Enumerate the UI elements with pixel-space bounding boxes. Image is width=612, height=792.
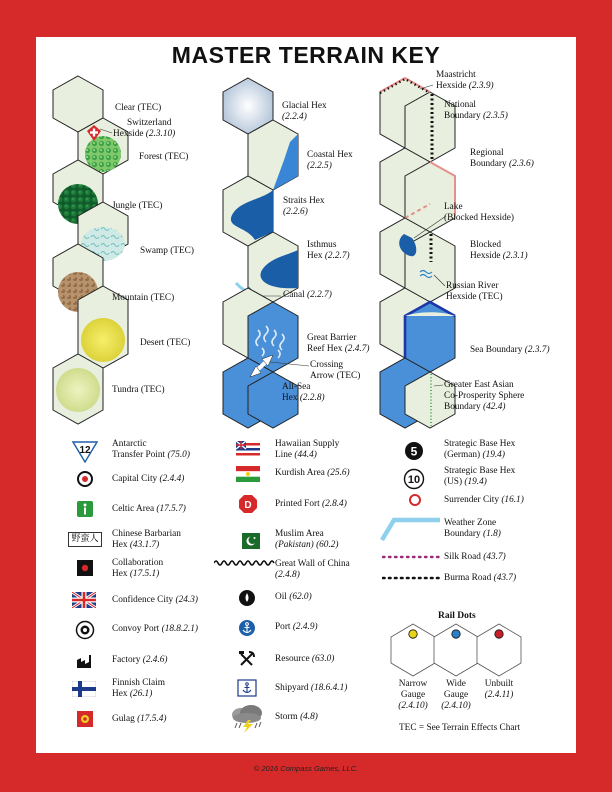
great-wall-icon bbox=[214, 558, 276, 568]
chinese-barbarian-line2: Hex (43.1.7) bbox=[112, 540, 160, 550]
factory-label: Factory (2.4.6) bbox=[112, 655, 168, 665]
narrow-gauge-ref: (2.4.10) bbox=[398, 701, 428, 711]
coastal-ref: (2.2.5) bbox=[307, 161, 332, 171]
tec-note: TEC = See Terrain Effects Chart bbox=[399, 723, 521, 733]
unbuilt-dot-icon bbox=[493, 628, 505, 640]
straits-label: Straits Hex bbox=[283, 196, 325, 206]
antarctic-label: Antarctic bbox=[112, 439, 147, 449]
reef-line2: Reef Hex (2.4.7) bbox=[307, 344, 370, 354]
celtic-area-label: Celtic Area (17.5.7) bbox=[112, 504, 186, 514]
rail-dots-title: Rail Dots bbox=[438, 611, 476, 621]
blocked-line2: Hexside (2.3.1) bbox=[470, 251, 528, 261]
convoy-port-label: Convoy Port (18.8.2.1) bbox=[112, 624, 199, 634]
isthmus-line2: Hex (2.2.7) bbox=[307, 251, 350, 261]
svg-text:D: D bbox=[244, 500, 252, 511]
wide-gauge-ref: (2.4.10) bbox=[441, 701, 471, 711]
anchor-icon bbox=[238, 619, 256, 637]
collaboration-line2: Hex (17.5.1) bbox=[112, 569, 160, 579]
printed-fort-label: Printed Fort (2.8.4) bbox=[275, 499, 347, 509]
reef-label: Great Barrier bbox=[307, 333, 357, 343]
weather-zone-label: Weather Zone bbox=[444, 518, 497, 528]
page-title: MASTER TERRAIN KEY bbox=[171, 42, 441, 68]
gulag-icon bbox=[76, 710, 98, 728]
chinese-barbarian-label: Chinese Barbarian bbox=[112, 529, 181, 539]
collaboration-label: Collaboration bbox=[112, 558, 164, 568]
strategic-base-german-line2: (German) (19.4) bbox=[444, 450, 505, 460]
pakistan-flag-icon bbox=[236, 533, 260, 549]
regional-line2: Boundary (2.3.6) bbox=[470, 159, 534, 169]
strategic-base-german-label: Strategic Base Hex bbox=[444, 439, 516, 449]
oil-icon bbox=[238, 589, 256, 607]
greater-east-asian-line2: Co-Prosperity Sphere bbox=[444, 391, 525, 401]
maastricht-line2: Hexside (2.3.9) bbox=[436, 81, 494, 91]
port-label: Port (2.4.9) bbox=[275, 622, 318, 632]
russian-river-label: Russian River bbox=[446, 281, 499, 291]
mountain-label: Mountain (TEC) bbox=[112, 293, 175, 303]
straits-ref: (2.2.6) bbox=[283, 207, 308, 217]
burma-road-icon bbox=[382, 574, 440, 582]
tundra-label: Tundra (TEC) bbox=[112, 385, 165, 395]
union-jack-icon bbox=[72, 592, 96, 608]
regional-label: Regional bbox=[470, 148, 504, 158]
chinese-barbarian-icon: 野蛮人 bbox=[68, 532, 102, 547]
clear-label: Clear (TEC) bbox=[115, 103, 162, 113]
finnish-claim-label: Finnish Claim bbox=[112, 678, 165, 688]
confidence-city-label: Confidence City (24.3) bbox=[112, 595, 198, 605]
switzerland-label-line2: Hexside (2.3.10) bbox=[113, 129, 176, 139]
lake-line2: (Blocked Hexside) bbox=[444, 213, 514, 223]
maastricht-label: Maastricht bbox=[436, 70, 476, 80]
weather-zone-line2: Boundary (1.8) bbox=[444, 529, 501, 539]
hawaiian-supply-line2: Line (44.4) bbox=[275, 450, 317, 460]
shipyard-icon bbox=[237, 679, 257, 697]
narrow-gauge-dot-icon bbox=[407, 628, 419, 640]
forest-label: Forest (TEC) bbox=[139, 152, 189, 162]
finnish-flag-icon bbox=[72, 681, 96, 697]
antarctic-line2: Transfer Point (75.0) bbox=[112, 450, 190, 460]
unbuilt-ref: (2.4.11) bbox=[484, 690, 514, 700]
hawaiian-supply-label: Hawaiian Supply bbox=[275, 439, 340, 449]
blocked-label: Blocked bbox=[470, 240, 501, 250]
factory-icon bbox=[76, 652, 98, 670]
jungle-label: Jungle (TEC) bbox=[112, 201, 163, 211]
collaboration-icon bbox=[76, 559, 98, 577]
crossing-arrow-label: Crossing bbox=[310, 360, 344, 370]
national-line2: Boundary (2.3.5) bbox=[444, 111, 508, 121]
antarctic-12-triangle-icon bbox=[72, 441, 98, 463]
great-wall-label: Great Wall of China bbox=[275, 559, 350, 569]
capital-city-icon bbox=[76, 470, 98, 488]
silk-road-icon bbox=[382, 553, 440, 561]
muslim-area-label: Muslim Area bbox=[275, 529, 324, 539]
narrow-gauge-label: Narrow bbox=[398, 679, 428, 689]
all-sea-line2: Hex (2.2.8) bbox=[282, 393, 325, 403]
storm-label: Storm (4.8) bbox=[275, 712, 318, 722]
wide-gauge-label: Wide bbox=[446, 679, 466, 689]
oil-label: Oil (62.0) bbox=[275, 592, 312, 602]
svg-text:12: 12 bbox=[79, 445, 91, 456]
wide-gauge-line2: Gauge bbox=[443, 690, 469, 700]
hawaiian-flag-icon bbox=[236, 441, 260, 457]
narrow-gauge-line2: Gauge bbox=[400, 690, 426, 700]
svg-text:5: 5 bbox=[410, 444, 418, 459]
svg-text:10: 10 bbox=[407, 474, 421, 486]
sea-boundary-label: Sea Boundary (2.3.7) bbox=[470, 345, 550, 355]
surrender-city-icon bbox=[408, 493, 422, 507]
strategic-base-us-label: Strategic Base Hex bbox=[444, 466, 516, 476]
shipyard-label: Shipyard (18.6.4.1) bbox=[275, 683, 348, 693]
all-sea-label: All-Sea bbox=[282, 382, 311, 392]
switzerland-label: Switzerland bbox=[127, 118, 172, 128]
resource-label: Resource (63.0) bbox=[275, 654, 335, 664]
isthmus-label: Isthmus bbox=[307, 240, 337, 250]
resource-icon bbox=[238, 650, 256, 668]
strategic-base-german-icon bbox=[404, 441, 424, 461]
silk-road-label: Silk Road (43.7) bbox=[444, 552, 506, 562]
weather-zone-icon bbox=[380, 512, 442, 542]
gulag-label: Gulag (17.5.4) bbox=[112, 714, 167, 724]
greater-east-asian-label: Greater East Asian bbox=[444, 380, 514, 390]
unbuilt-label: Unbuilt bbox=[484, 679, 514, 689]
celtic-area-icon bbox=[76, 500, 98, 518]
crossing-arrow-line2: Arrow (TEC) bbox=[310, 371, 361, 381]
canal-label: Canal (2.2.7) bbox=[283, 290, 332, 300]
great-wall-ref: (2.4.8) bbox=[275, 570, 300, 580]
strategic-base-us-line2: (US) (19.4) bbox=[444, 477, 487, 487]
desert-label: Desert (TEC) bbox=[140, 338, 191, 348]
kurdish-area-label: Kurdish Area (25.6) bbox=[275, 468, 350, 478]
copyright: © 2016 Compass Games, LLC. bbox=[253, 764, 359, 773]
strategic-base-us-icon bbox=[403, 468, 425, 490]
capital-city-label: Capital City (2.4.4) bbox=[112, 474, 185, 484]
convoy-port-icon bbox=[75, 620, 95, 640]
wide-gauge-dot-icon bbox=[450, 628, 462, 640]
printed-fort-icon bbox=[238, 494, 258, 514]
burma-road-label: Burma Road (43.7) bbox=[444, 573, 517, 583]
greater-east-asian-line3: Boundary (42.4) bbox=[444, 402, 506, 412]
lake-label: Lake bbox=[444, 202, 463, 212]
muslim-area-line2: (Pakistan) (60.2) bbox=[275, 540, 339, 550]
russian-river-line2: Hexside (TEC) bbox=[446, 292, 503, 302]
kurdish-flag-icon bbox=[236, 466, 260, 482]
glacial-label: Glacial Hex bbox=[282, 101, 327, 111]
finnish-claim-line2: Hex (26.1) bbox=[112, 689, 153, 699]
storm-icon bbox=[229, 703, 267, 733]
swamp-label: Swamp (TEC) bbox=[140, 246, 194, 256]
glacial-ref: (2.2.4) bbox=[282, 112, 307, 122]
coastal-label: Coastal Hex bbox=[307, 150, 353, 160]
surrender-city-label: Surrender City (16.1) bbox=[444, 495, 524, 505]
national-label: National bbox=[444, 100, 477, 110]
